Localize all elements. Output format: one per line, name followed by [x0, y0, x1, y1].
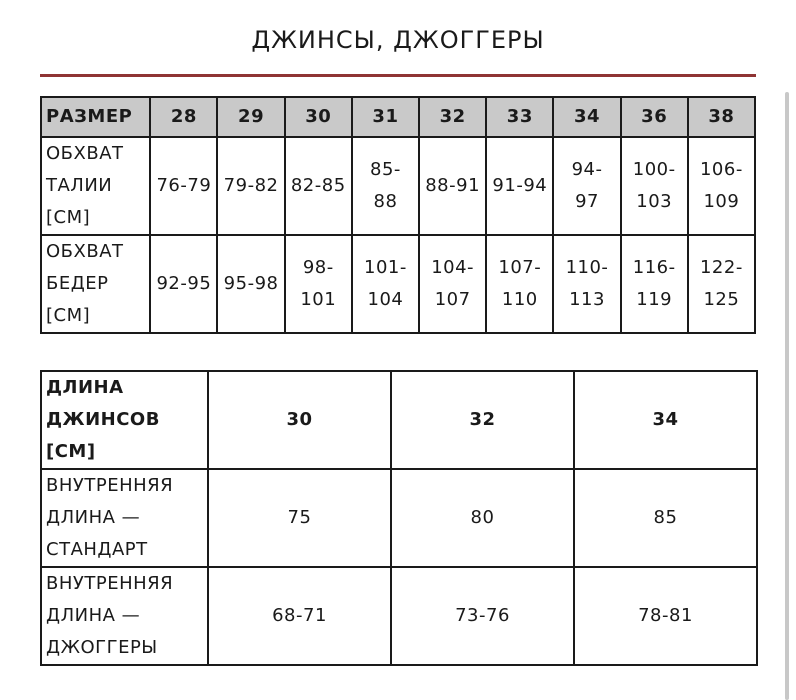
- inseam-standard-cell: 80: [391, 469, 574, 567]
- length-header-cell: 34: [574, 371, 757, 469]
- hips-cell: 116- 119: [621, 235, 688, 333]
- size-header-cell: 33: [486, 97, 553, 137]
- waist-cell: 76-79: [150, 137, 217, 235]
- hips-cell: 104- 107: [419, 235, 486, 333]
- inseam-standard-label: ВНУТРЕННЯЯ ДЛИНА — СТАНДАРТ: [41, 469, 208, 567]
- size-header-row: [41, 97, 755, 137]
- hips-cell: 95-98: [217, 235, 284, 333]
- waist-cell: 106- 109: [688, 137, 755, 235]
- length-header-cell: 30: [208, 371, 391, 469]
- waist-cell: 79-82: [217, 137, 284, 235]
- size-header-cell: 34: [553, 97, 620, 137]
- title-divider: [40, 74, 756, 77]
- inseam-standard-row: [41, 469, 757, 567]
- page-title: ДЖИНСЫ, ДЖОГГЕРЫ: [251, 26, 545, 54]
- length-header-label: ДЛИНА ДЖИНСОВ [СМ]: [41, 371, 208, 469]
- waist-cell: 91-94: [486, 137, 553, 235]
- hips-cell: 110- 113: [553, 235, 620, 333]
- length-header-cell: 32: [391, 371, 574, 469]
- size-header-cell: 36: [621, 97, 688, 137]
- size-header-cell: 31: [352, 97, 419, 137]
- hips-cell: 122- 125: [688, 235, 755, 333]
- waist-cell: 88-91: [419, 137, 486, 235]
- size-header-label: РАЗМЕР: [41, 97, 150, 137]
- hips-cell: 92-95: [150, 235, 217, 333]
- jeans-length-table: [40, 370, 758, 666]
- hips-row: [41, 235, 755, 333]
- scrollbar[interactable]: [785, 92, 789, 700]
- size-header-cell: 32: [419, 97, 486, 137]
- hips-row-label: ОБХВАТ БЕДЕР [СМ]: [41, 235, 150, 333]
- waist-cell: 82-85: [285, 137, 352, 235]
- waist-row: [41, 137, 755, 235]
- inseam-standard-cell: 75: [208, 469, 391, 567]
- hips-cell: 107- 110: [486, 235, 553, 333]
- hips-cell: 101- 104: [352, 235, 419, 333]
- waist-cell: 94- 97: [553, 137, 620, 235]
- inseam-joggers-row: [41, 567, 757, 665]
- size-header-cell: 29: [217, 97, 284, 137]
- waist-cell: 100- 103: [621, 137, 688, 235]
- size-header-cell: 30: [285, 97, 352, 137]
- inseam-joggers-cell: 68-71: [208, 567, 391, 665]
- waist-row-label: ОБХВАТ ТАЛИИ [СМ]: [41, 137, 150, 235]
- inseam-joggers-cell: 73-76: [391, 567, 574, 665]
- size-header-cell: 38: [688, 97, 755, 137]
- inseam-joggers-cell: 78-81: [574, 567, 757, 665]
- waist-cell: 85- 88: [352, 137, 419, 235]
- hips-cell: 98- 101: [285, 235, 352, 333]
- inseam-joggers-label: ВНУТРЕННЯЯ ДЛИНА — ДЖОГГЕРЫ: [41, 567, 208, 665]
- inseam-standard-cell: 85: [574, 469, 757, 567]
- length-header-row: [41, 371, 757, 469]
- size-chart-table: [40, 96, 756, 334]
- size-header-cell: 28: [150, 97, 217, 137]
